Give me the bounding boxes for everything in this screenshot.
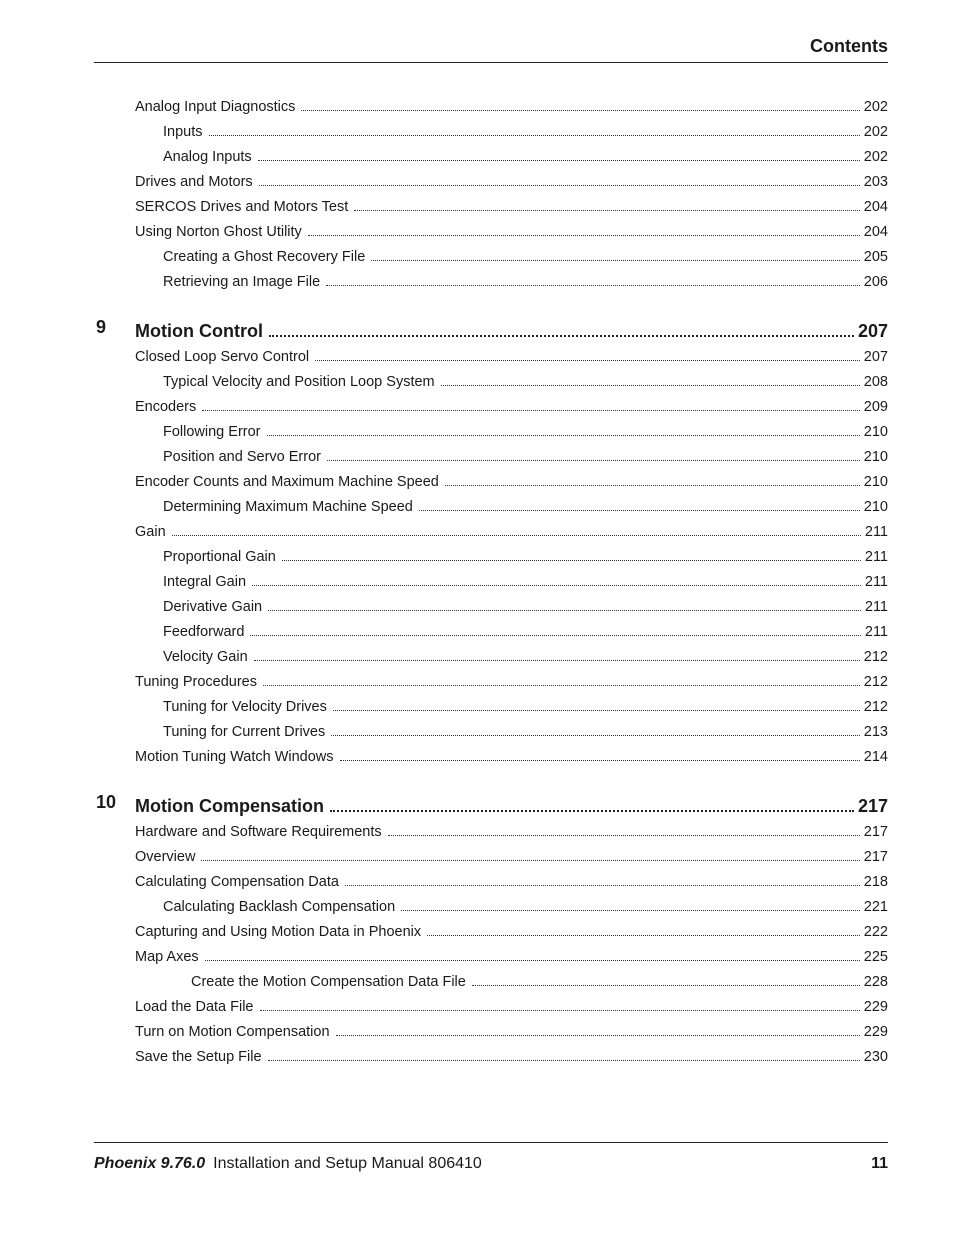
entry-page-number: 228 bbox=[863, 973, 888, 990]
entry-page-number: 229 bbox=[863, 998, 888, 1015]
toc-chapter-row[interactable] bbox=[94, 792, 888, 820]
dot-leader bbox=[401, 895, 860, 911]
dot-leader bbox=[326, 270, 860, 286]
entry-page-number: 211 bbox=[864, 598, 888, 615]
dot-leader bbox=[308, 220, 860, 236]
toc-entry-row[interactable] bbox=[94, 970, 888, 995]
toc-entry-row[interactable] bbox=[94, 995, 888, 1020]
chapter-title: Motion Compensation bbox=[135, 796, 324, 816]
entry-title: Analog Inputs bbox=[163, 148, 252, 165]
toc-entry-row[interactable] bbox=[94, 445, 888, 470]
entry-title: Derivative Gain bbox=[163, 598, 263, 615]
entry-page-number: 212 bbox=[863, 648, 888, 665]
entry-title: Overview bbox=[135, 848, 196, 865]
entry-page-number: 204 bbox=[863, 198, 888, 215]
entry-page-number: 210 bbox=[863, 498, 888, 515]
toc-entry-row[interactable] bbox=[94, 820, 888, 845]
entry-title: Tuning Procedures bbox=[135, 673, 257, 690]
entry-page-number: 211 bbox=[864, 548, 888, 565]
dot-leader bbox=[345, 870, 860, 886]
toc-entry-row[interactable] bbox=[94, 1045, 888, 1070]
footer-divider bbox=[94, 1142, 888, 1143]
dot-leader bbox=[419, 495, 860, 511]
entry-page-number: 208 bbox=[863, 373, 888, 390]
chapter-number: 10 bbox=[96, 792, 117, 812]
entry-title: Integral Gain bbox=[163, 573, 247, 590]
entry-page-number: 210 bbox=[863, 423, 888, 440]
dot-leader bbox=[315, 345, 860, 361]
entry-title: Map Axes bbox=[135, 948, 199, 965]
entry-page-number: 202 bbox=[863, 123, 888, 140]
entry-page-number: 209 bbox=[863, 398, 888, 415]
toc-entry-row[interactable] bbox=[94, 670, 888, 695]
dot-leader bbox=[258, 145, 860, 161]
dot-leader bbox=[336, 1020, 860, 1036]
dot-leader bbox=[371, 245, 860, 261]
footer-page-number: 11 bbox=[871, 1155, 888, 1172]
entry-title: Turn on Motion Compensation bbox=[135, 1023, 330, 1040]
entry-title: Tuning for Velocity Drives bbox=[163, 698, 327, 715]
toc-entry-row[interactable] bbox=[94, 145, 888, 170]
entry-page-number: 204 bbox=[863, 223, 888, 240]
entry-page-number: 212 bbox=[863, 698, 888, 715]
toc-entry-row[interactable] bbox=[94, 370, 888, 395]
entry-page-number: 217 bbox=[863, 848, 888, 865]
dot-leader bbox=[282, 545, 861, 561]
entry-title: Motion Tuning Watch Windows bbox=[135, 748, 334, 765]
toc-entry-row[interactable] bbox=[94, 420, 888, 445]
dot-leader bbox=[441, 370, 860, 386]
toc-entry-row[interactable] bbox=[94, 395, 888, 420]
footer-product-name: Phoenix 9.76.0 bbox=[94, 1155, 206, 1172]
dot-leader bbox=[333, 695, 860, 711]
dot-leader bbox=[202, 395, 860, 411]
dot-leader bbox=[201, 845, 859, 861]
entry-page-number: 207 bbox=[863, 348, 888, 365]
dot-leader bbox=[252, 570, 861, 586]
entry-page-number: 202 bbox=[863, 98, 888, 115]
chapter-title: Motion Control bbox=[135, 321, 263, 341]
entry-page-number: 218 bbox=[863, 873, 888, 890]
entry-title: Save the Setup File bbox=[135, 1048, 262, 1065]
toc-entry-row[interactable] bbox=[94, 1020, 888, 1045]
chapter-number: 9 bbox=[96, 317, 107, 337]
entry-title: Tuning for Current Drives bbox=[163, 723, 326, 740]
entry-title: Capturing and Using Motion Data in Phoenix bbox=[135, 923, 422, 940]
entry-page-number: 230 bbox=[863, 1048, 888, 1065]
header-divider bbox=[94, 62, 888, 63]
page-footer bbox=[94, 1155, 888, 1173]
entry-title: Analog Input Diagnostics bbox=[135, 98, 296, 115]
dot-leader bbox=[472, 970, 860, 986]
toc-chapter-row[interactable] bbox=[94, 317, 888, 345]
toc-entry-row[interactable] bbox=[94, 195, 888, 220]
entry-page-number: 211 bbox=[864, 523, 888, 540]
entry-page-number: 222 bbox=[863, 923, 888, 940]
entry-page-number: 210 bbox=[863, 473, 888, 490]
toc-entry-row[interactable] bbox=[94, 845, 888, 870]
entry-page-number: 213 bbox=[863, 723, 888, 740]
dot-leader bbox=[340, 745, 860, 761]
entry-title: Encoder Counts and Maximum Machine Speed bbox=[135, 473, 439, 490]
entry-title: Encoders bbox=[135, 398, 197, 415]
entry-title: Creating a Ghost Recovery File bbox=[163, 248, 366, 265]
toc-entry-row[interactable] bbox=[94, 645, 888, 670]
dot-leader bbox=[330, 792, 854, 812]
entry-title: Closed Loop Servo Control bbox=[135, 348, 310, 365]
entry-page-number: 212 bbox=[863, 673, 888, 690]
toc-entry-row[interactable] bbox=[94, 520, 888, 545]
toc-entry-row[interactable] bbox=[94, 220, 888, 245]
entry-page-number: 211 bbox=[864, 573, 888, 590]
dot-leader bbox=[259, 170, 860, 186]
dot-leader bbox=[205, 945, 860, 961]
toc-entry-row[interactable] bbox=[94, 470, 888, 495]
toc-entry-row[interactable] bbox=[94, 345, 888, 370]
entry-page-number: 205 bbox=[863, 248, 888, 265]
entry-title: Feedforward bbox=[163, 623, 245, 640]
toc-entry-row[interactable] bbox=[94, 170, 888, 195]
entry-title: Determining Maximum Machine Speed bbox=[163, 498, 413, 515]
toc-entry-row[interactable] bbox=[94, 245, 888, 270]
entry-title: Hardware and Software Requirements bbox=[135, 823, 382, 840]
dot-leader bbox=[172, 520, 861, 536]
dot-leader bbox=[427, 920, 860, 936]
toc-entry-row[interactable] bbox=[94, 695, 888, 720]
toc-entry-row[interactable] bbox=[94, 720, 888, 745]
entry-title: Typical Velocity and Position Loop System bbox=[163, 373, 435, 390]
dot-leader bbox=[445, 470, 860, 486]
entry-title: Calculating Backlash Compensation bbox=[163, 898, 396, 915]
dot-leader bbox=[250, 620, 860, 636]
dot-leader bbox=[388, 820, 860, 836]
toc-entry-row[interactable] bbox=[94, 270, 888, 295]
table-of-contents bbox=[94, 95, 888, 1070]
toc-entry-row[interactable] bbox=[94, 870, 888, 895]
dot-leader bbox=[269, 317, 854, 337]
dot-leader bbox=[254, 645, 860, 661]
entry-page-number: 217 bbox=[863, 823, 888, 840]
entry-title: Velocity Gain bbox=[163, 648, 248, 665]
entry-title: Retrieving an Image File bbox=[163, 273, 321, 290]
entry-title: Using Norton Ghost Utility bbox=[135, 223, 302, 240]
entry-title: Gain bbox=[135, 523, 166, 540]
dot-leader bbox=[301, 95, 859, 111]
entry-title: Inputs bbox=[163, 123, 203, 140]
toc-entry-row[interactable] bbox=[94, 95, 888, 120]
page-header-title: Contents bbox=[810, 36, 888, 56]
dot-leader bbox=[331, 720, 860, 736]
dot-leader bbox=[267, 420, 860, 436]
toc-entry-row[interactable] bbox=[94, 620, 888, 645]
dot-leader bbox=[268, 595, 861, 611]
entry-title: Following Error bbox=[163, 423, 261, 440]
entry-title: Drives and Motors bbox=[135, 173, 253, 190]
toc-entry-row[interactable] bbox=[94, 120, 888, 145]
toc-entry-row[interactable] bbox=[94, 570, 888, 595]
toc-entry-row[interactable] bbox=[94, 945, 888, 970]
section-gap bbox=[94, 770, 888, 792]
entry-page-number: 211 bbox=[864, 623, 888, 640]
entry-page-number: 210 bbox=[863, 448, 888, 465]
entry-page-number: 214 bbox=[863, 748, 888, 765]
dot-leader bbox=[263, 670, 860, 686]
chapter-page-number: 207 bbox=[857, 321, 888, 341]
entry-page-number: 221 bbox=[863, 898, 888, 915]
dot-leader bbox=[260, 995, 860, 1011]
chapter-page-number: 217 bbox=[857, 796, 888, 816]
toc-entry-row[interactable] bbox=[94, 895, 888, 920]
toc-entry-row[interactable] bbox=[94, 745, 888, 770]
entry-page-number: 202 bbox=[863, 148, 888, 165]
entry-title: Create the Motion Compensation Data File bbox=[191, 973, 466, 990]
toc-entry-row[interactable] bbox=[94, 545, 888, 570]
dot-leader bbox=[327, 445, 860, 461]
entry-page-number: 229 bbox=[863, 1023, 888, 1040]
entry-title: Position and Servo Error bbox=[163, 448, 321, 465]
dot-leader bbox=[268, 1045, 860, 1061]
entry-title: Proportional Gain bbox=[163, 548, 276, 565]
entry-title: Load the Data File bbox=[135, 998, 254, 1015]
entry-page-number: 203 bbox=[863, 173, 888, 190]
entry-title: SERCOS Drives and Motors Test bbox=[135, 198, 349, 215]
entry-title: Calculating Compensation Data bbox=[135, 873, 339, 890]
dot-leader bbox=[354, 195, 860, 211]
dot-leader bbox=[209, 120, 860, 136]
entry-page-number: 206 bbox=[863, 273, 888, 290]
toc-entry-row[interactable] bbox=[94, 495, 888, 520]
section-gap bbox=[94, 295, 888, 317]
toc-entry-row[interactable] bbox=[94, 595, 888, 620]
entry-page-number: 225 bbox=[863, 948, 888, 965]
footer-manual-title: Installation and Setup Manual 806410 bbox=[213, 1155, 482, 1172]
toc-entry-row[interactable] bbox=[94, 920, 888, 945]
